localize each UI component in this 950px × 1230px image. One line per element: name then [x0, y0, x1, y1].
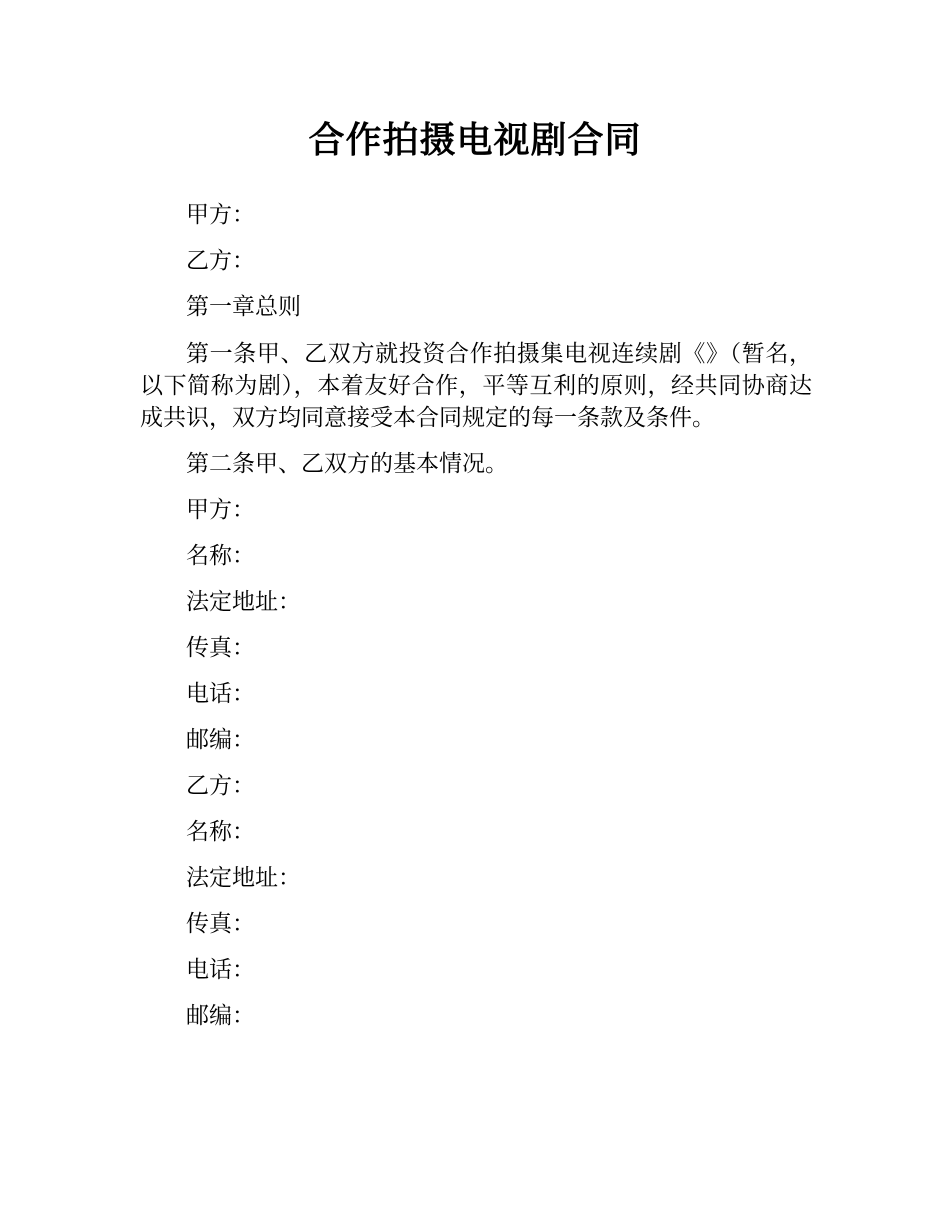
- party-b-postcode-field: 邮编：: [186, 1003, 255, 1029]
- party-b-address-field: 法定地址：: [186, 865, 301, 891]
- article-1-text: 第一条甲、乙双方就投资合作拍摄集电视连续剧《》（暂名，以下简称为剧），本着友好合作，平等互利的原则，经共同协商达成共识，双方均同意接受本合同规定的每一条款及条件。: [140, 341, 812, 431]
- party-a-name-field: 名称：: [186, 543, 255, 569]
- party-b-phone-field: 电话：: [186, 957, 255, 983]
- party-b-label: 乙方：: [186, 248, 255, 274]
- party-a-label: 甲方：: [186, 202, 255, 228]
- party-a-section-label: 甲方：: [186, 497, 255, 523]
- party-a-phone-field: 电话：: [186, 681, 255, 707]
- party-b-name-field: 名称：: [186, 819, 255, 845]
- party-b-section-label: 乙方：: [186, 773, 255, 799]
- article-2-text: 第二条甲、乙双方的基本情况。: [186, 451, 508, 477]
- party-a-fax-field: 传真：: [186, 635, 255, 661]
- document-body: [140, 200, 812, 1047]
- party-b-fax-field: 传真：: [186, 911, 255, 937]
- document-title: 合作拍摄电视剧合同: [308, 120, 642, 161]
- party-a-address-field: 法定地址：: [186, 589, 301, 615]
- party-a-postcode-field: 邮编：: [186, 727, 255, 753]
- chapter-heading: 第一章总则: [186, 294, 301, 320]
